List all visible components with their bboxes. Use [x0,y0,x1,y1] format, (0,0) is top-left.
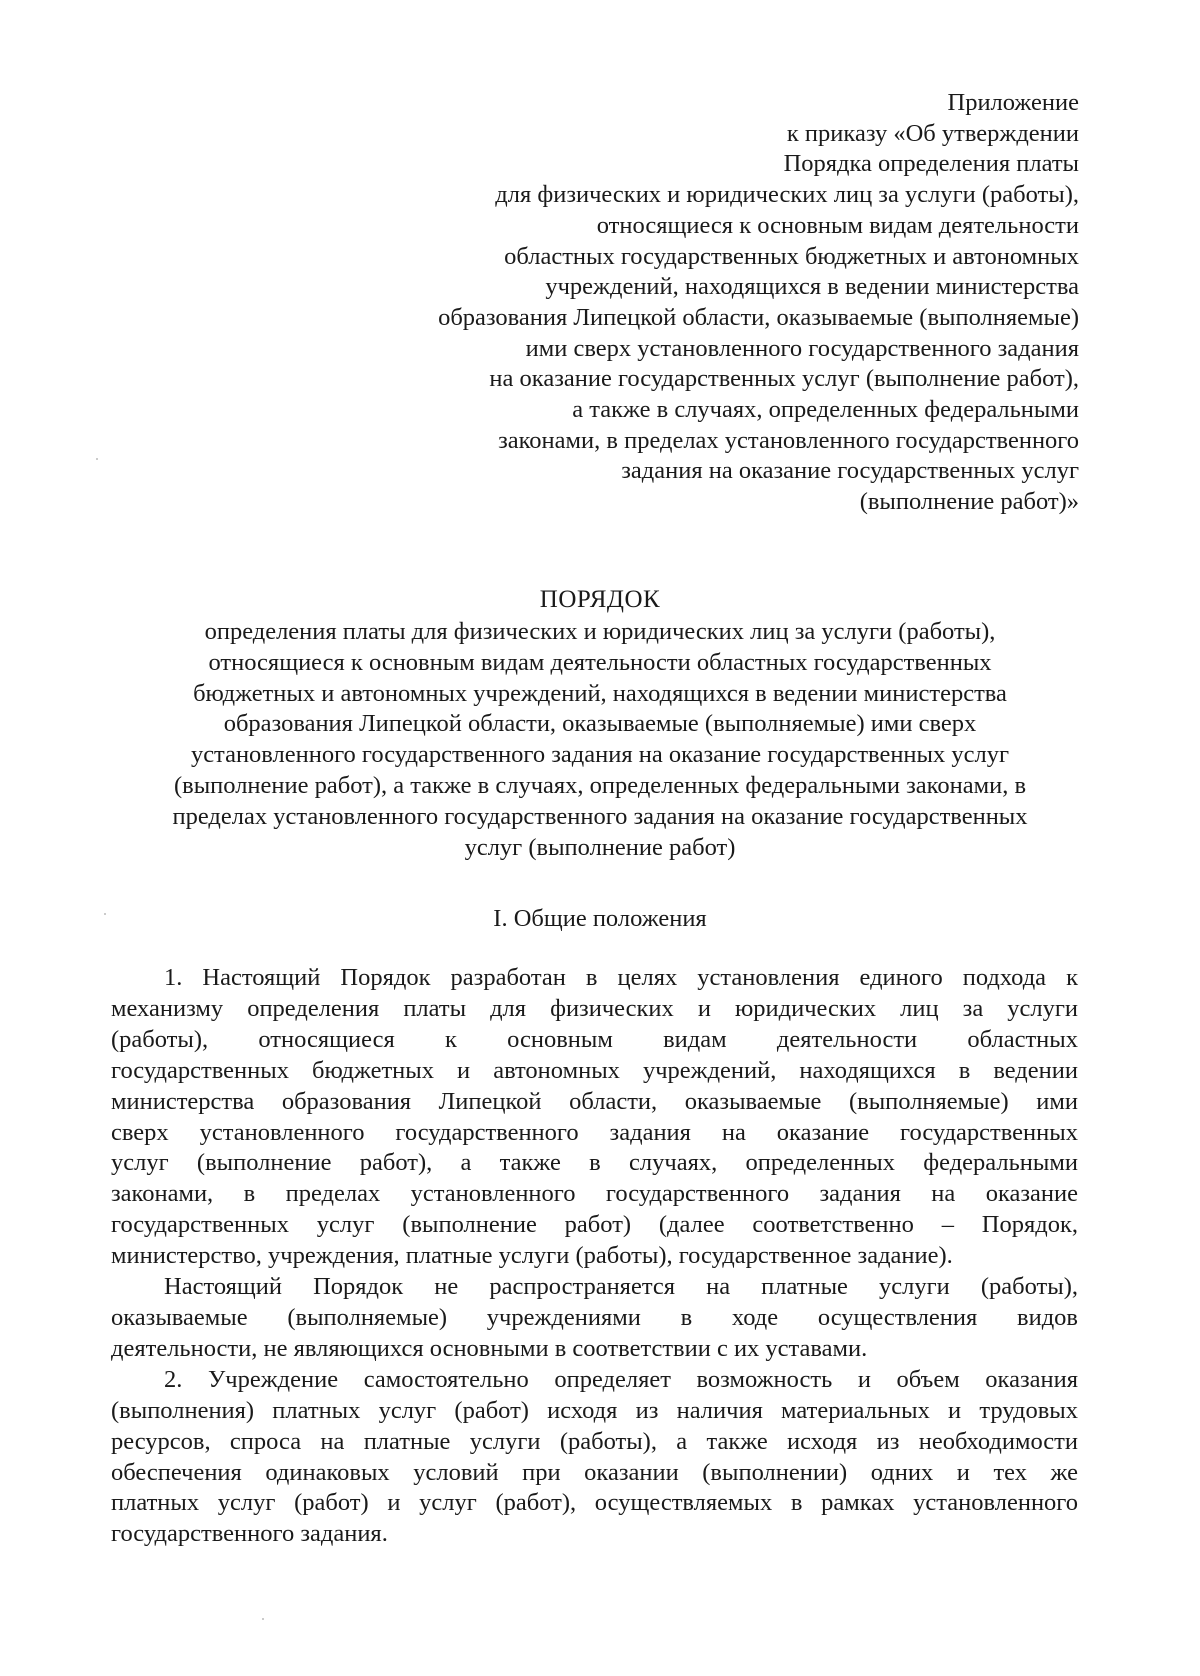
paragraph-line: ресурсов, спроса на платные услуги (работы), а также исходя из необходимости [111,1427,1078,1455]
paragraph [111,1272,1078,1365]
scan-speck [262,1618,264,1620]
paragraph-line: министерство, учреждения, платные услуги (работы), государственное задание). [111,1242,953,1270]
subtitle-line: образования Липецкой области, оказываемые (выполняемые) ими сверх [223,710,977,738]
subtitle-line: услуг (выполнение работ) [464,833,736,861]
subtitle-line: пределах установленного государственного задания на оказание государственных [172,802,1028,830]
document-title: ПОРЯДОК [539,586,661,613]
paragraph-line: (работы), относящиеся к основным видам деятельности областных [111,1025,1078,1053]
section-heading: I. Общие положения [493,905,707,932]
paragraph-line: обеспечения одинаковых условий при оказании (выполнении) одних и тех же [111,1458,1078,1486]
subtitle-line: определения платы для физических и юридических лиц за услуги (работы), [204,618,996,645]
paragraph-line: министерства образования Липецкой области, оказываемые (выполняемые) ими [111,1087,1078,1115]
paragraph-line: государственного задания. [111,1520,388,1548]
body-text [111,963,1078,1550]
scan-speck [104,913,106,915]
appendix-line: ими сверх установленного государственного задания [525,334,1079,362]
paragraph-line: Настоящий Порядок не распространяется на платные услуги (работы), [164,1273,1078,1301]
appendix-header [179,88,1079,518]
paragraph-line: оказываемые (выполняемые) учреждениями в ходе осуществления видов [111,1303,1078,1331]
appendix-line: Порядка определения платы [783,150,1079,178]
paragraph-line: сверх установленного государственного задания на оказание государственных [111,1118,1078,1146]
appendix-line: к приказу «Об утверждении [786,119,1079,147]
paragraph-line: услуг (выполнение работ), а также в случаях, определенных федеральными [111,1149,1078,1177]
appendix-line: учреждений, находящихся в ведении министерства [545,273,1079,301]
appendix-line: на оказание государственных услуг (выполнение работ), [489,365,1079,393]
appendix-line: образования Липецкой области, оказываемые (выполняемые) [438,303,1079,331]
appendix-line: а также в случаях, определенных федеральными [572,396,1079,424]
paragraph-line: (выполнения) платных услуг (работ) исходя из наличия материальных и трудовых [111,1396,1078,1424]
subtitle-line: установленного государственного задания на оказание государственных услуг [190,741,1010,769]
paragraph-line: законами, в пределах установленного государственного задания на оказание [111,1180,1078,1208]
appendix-line: законами, в пределах установленного государственного [498,426,1079,454]
paragraph-line: деятельности, не являющихся основными в соответствии с их уставами. [111,1334,868,1362]
paragraph-line: 1. Настоящий Порядок разработан в целях установления единого подхода к [164,964,1078,991]
appendix-line: областных государственных бюджетных и автономных [504,242,1079,270]
paragraph-line: государственных бюджетных и автономных учреждений, находящихся в ведении [111,1056,1078,1084]
paragraph-line: государственных услуг (выполнение работ) (далее соответственно – Порядок, [111,1211,1078,1239]
appendix-line: (выполнение работ)» [859,488,1079,516]
appendix-line: задания на оказание государственных услуг [621,457,1079,485]
paragraph-line: 2. Учреждение самостоятельно определяет возможность и объем оказания [164,1365,1078,1393]
subtitle-line: (выполнение работ), а также в случаях, определенных федеральными законами, в [173,771,1027,799]
subtitle-line: бюджетных и автономных учреждений, находящихся в ведении министерства [193,679,1007,707]
scan-speck [96,458,98,460]
paragraph-line: платных услуг (работ) и услуг (работ), осуществляемых в рамках установленного [111,1489,1078,1517]
paragraph [111,963,1078,1272]
appendix-line: относящиеся к основным видам деятельности [596,211,1079,239]
appendix-line: для физических и юридических лиц за услуги (работы), [495,181,1079,209]
subtitle-line: относящиеся к основным видам деятельности областных государственных [208,648,992,676]
paragraph [111,1365,1078,1550]
document-subtitle [100,617,1100,863]
appendix-line: Приложение [947,89,1079,116]
paragraph-line: механизму определения платы для физических и юридических лиц за услуги [111,994,1078,1022]
